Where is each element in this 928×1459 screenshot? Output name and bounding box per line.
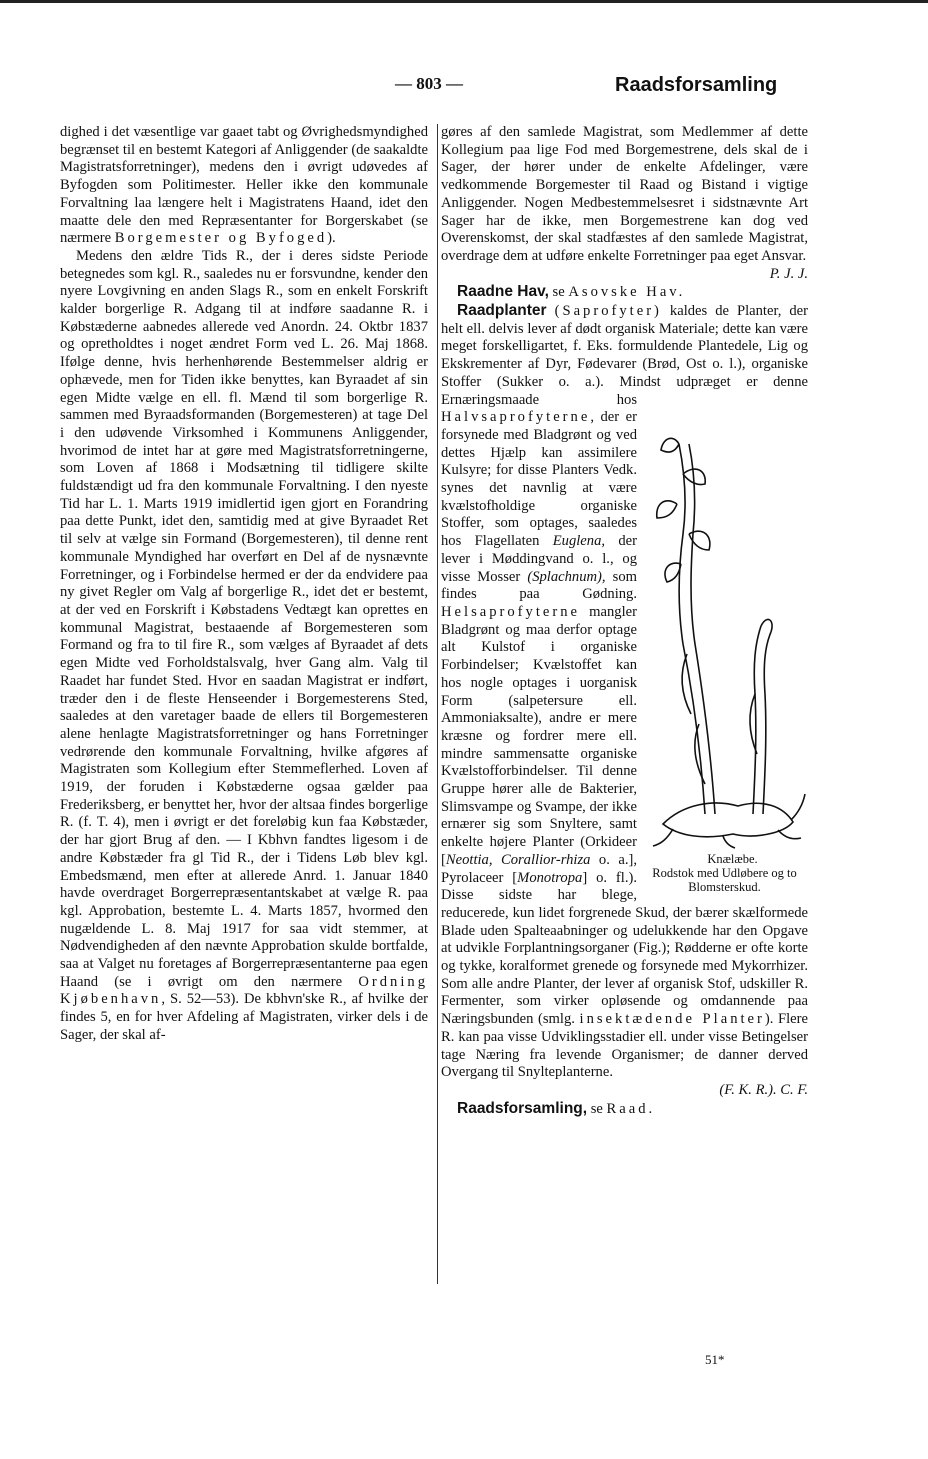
spaced-term: (Saprofyter) (554, 303, 662, 320)
cross-reference: Ordning Kjøbenhavn (60, 973, 428, 1008)
entry-text: se (587, 1100, 607, 1117)
right-paragraph-1 (441, 124, 808, 283)
spaced-term: Helsaprofyterne (441, 603, 581, 620)
author-signature: (F. K. R.). C. F. (719, 1081, 808, 1098)
spaced-term: insektædende Planter (579, 1011, 765, 1028)
left-text-1: dighed i det væsentlige var gaaet tabt og Øvrighedsmyndighed begrænset til en bestemt Kategori af Anliggender (de saakaldte Magistratsforretninger), medens den i øvrigt udøvedes af Byfogden som Politimester. Heller ikke den kommunale Forvaltning laa længere helt i Magistratens Haand, idet den maatte dele den med Repræsentanter for Borgerskabet (se nærmere (60, 124, 428, 247)
figure-caption (637, 852, 812, 894)
entry-raadsforsamling (441, 1100, 808, 1119)
author-signature: P. J. J. (769, 265, 808, 282)
taxon-name: Monotropa (517, 869, 583, 886)
page-number: — 803 — (395, 74, 463, 93)
entry-text: o. a.], Pyrolaceer [ (441, 851, 637, 886)
orchid-rhizome-illustration (643, 394, 808, 849)
entry-text: ). Flere R. kan paa visse Udviklingsstadier ell. under visse Betingelser tage Næring fra levende Organismer; de danner derved Overgang til Snylteplanterne. (441, 1011, 808, 1081)
root (653, 829, 673, 846)
entry-text: se (548, 284, 569, 301)
flower-stalk-right-inner (763, 632, 771, 814)
entry-text: kaldes de Planter, der helt ell. delvis lever af dødt organisk Materiale; dette kan være meget forskelligartet, f. Eks. formuldende Plantedele, Lig og Ekskrementer af Dyr, Fødevarer (Brød, Ost o. l.), organiske Stoffer (Sukker o. a.). Mindst udpræget er denne Ernæringsmaade hos (441, 303, 808, 408)
left-text-4: , S. 52—53). De kbhvn'ske R., af hvilke der findes 5, en for hver Afdeling af Magistraten, virker dels i de Sager, der skal af- (60, 991, 428, 1043)
right-text-1: gøres af den samlede Magistrat, som Medlemmer af dette Kollegium paa lige Fod med Borgemestrene, dels skal de i Sager, der hører under de enkelte Afdelinger, være vedkommende Borgemester til Raad og Bistand i vigtige Anliggender. Nogen Medbestemmelsesret i sidstnævnte Art Sager har de ikke, men Borgemestrene kan dog ved Overenskomst, der skal stadfæstes af den samlede Magistrat, overdrage dem at udføre enkelte Forretninger paa eget Ansvar. (441, 124, 808, 264)
cross-reference: Raad. (606, 1100, 656, 1117)
flower-stalk-left (679, 444, 705, 814)
root (778, 830, 801, 839)
spaced-term: Halvsaprofyterne (441, 409, 591, 426)
right-column (441, 124, 808, 1118)
entry-raadplanter (441, 302, 808, 1100)
cross-reference: Borgemester og Byfoged (114, 230, 328, 247)
left-column (60, 124, 428, 1045)
caption-text: Rodstok med Udløbere og to Blomsterskud. (652, 865, 797, 894)
figure (643, 394, 808, 894)
flower-stalk-left-inner (689, 444, 715, 814)
entry-headword: Raadplanter (457, 302, 547, 320)
flower (657, 500, 677, 517)
left-text-3: Medens den ældre Tids R., der i deres sidste Periode betegnedes som kgl. R., saaledes nu er forsvundne, kender den nyere Lovgivning en anden Slags R., som en enkelt Forskrift kalder borgerlige R. Adgang til at indføre saadanne R. i Købstæderne aabnedes allerede ved Anordn. 24. Oktbr 1837 og opretholdtes i noget ændret Form ved L. 26. Maj 1868. Ifølge denne, hvis herhenhørende Bestemmelser aldrig er ophævede, men for Tiden ikke benyttes, kan Byraadet af sin egen Midte vælge en ell. fl. Mænd til som borgerlige R. sammen med Byraadsformanden (Borgemesteren) at tage Del i den udøvende Virksomhed i Kommunens Anliggender, hvorimod de intet har at gøre med Magistratsforretningerne, som Loven af 1868 i Modsætning til tidligere skilte fuldstændigt ud fra den kommunale Forvaltning. I den nyeste Tid har L. 1. Marts 1919 imidlertid igen gjort en Forandring paa dette Punkt, idet den, samtidig med at give Byraadet Ret til selv at vælge sin Formand (Borgemesteren), til denne rent kommunale Myndighed har overført en Del af de nysnævnte Forretninger, og i Forbindelse hermed er der da endvidere paa ny givet Regler om Valg af borgerlige R., idet det er bestemt, at der ved en Forskrift i Købstadens Vedtægt kan oprettes en kommunal Magistrat, bestaaende af Borgemesteren som Formand og fra to til fire R., som vælges af Byraadet af dets egen Midte ved Forholdstalsvalg, hver Gang alm. Valg til Raadet har fundet Sted. Hvor en saadan Magistrat er indført, træder den i de fleste Henseender i Borgemesterens Sted, saaledes at den varetager baade de ellers til Borgemesteren alene henlagte Magistratsforretninger og hans Forretninger vedrørende den kommunale Forvaltning, hvilke afgøres af Magistraten som Kollegium efter Stemmeflerhed. Loven af 1919, der foruden i Købstæderne ogsaa gælder paa Frederiksberg, er benyttet her, hvor der altsaa findes borgerlige R. (f. T. 4), men i øvrigt er det foreløbig kun faa Købstæder, der har gjort Brug af den. — I Kbhvn fandtes ligesom i de andre Købstæder fra gl Tid R., der i Tidens Løb blev kgl. Embedsmænd, men efter at allerede Anrd. 1. Januar 1840 havde overdraget Borgerrepræsentantskabet at vælge R. paa kgl. Approbation, bestemte L. 4. Marts 1857, hvormed den nugældende L. 8. Maj 1917 for saa vidt stemmer, at Nødvendigheden af den nævnte Approbation skulde bortfalde, saa at Valget nu foretages af Borgerrepræsentanterne paa egen Haand (se i øvrigt om den nærmere (60, 247, 428, 990)
entry-text: mangler Bladgrønt og maa derfor optage alt Kulstof i organiske Forbindelser; Kvælstoffet kan hos nogle optages i uorganisk Form (salpetersure ell. Ammoniaksalte), andre er mere kræsne og fordrer mere ell. mindre sammensatte organiske Kvælstofforbindelser. Til denne Gruppe hører alle de Bakterier, Slimsvampe og Svampe, der ikke ernærer sig som Snyltere, samt enkelte højere Planter (Orkideer [ (441, 603, 637, 868)
entry-headword: Raadsforsamling, (457, 1099, 588, 1117)
column-divider (437, 124, 438, 1284)
left-paragraph-2 (60, 248, 428, 1045)
taxon-name: (Splachnum), (527, 568, 606, 585)
entry-text: ] o. fl.). Disse sidste har blege, reducerede, kun lidet forgrenede Skud, der bærer skælformede Blade uden Spalteaabninger og udelukkende har den Opgave at udvikle Forplantningsorganer (Fig.); Rødderne er ofte korte og tykke, koralformet grenede og forsynede med Mykorrhizer. Som alle andre Planter, der lever af organisk Stof, udskiller R. Fermenter, som virker opløsende og omdannende paa Næringsbunden (smlg. (441, 869, 808, 1028)
entry-raadne-hav (441, 283, 808, 302)
root (723, 836, 735, 848)
taxon-name: Neottia, Corallior-rhiza (445, 851, 591, 868)
entry-text: , der er forsynede med Bladgrønt og ved dettes Hjælp kan assimilere Kulsyre; for disse Planters Vedk. synes det navnlig at være kvælstofholdige organiske Stoffer, som optages, saaledes hos Flagellaten (441, 409, 637, 550)
top-rule (0, 0, 928, 3)
entry-text: som findes paa Gødning. (441, 568, 637, 603)
cross-reference: Asovske Hav. (568, 284, 686, 301)
rhizome (663, 803, 793, 837)
entry-text: der lever i Møddingvand o. l., og visse Mosser (441, 533, 637, 585)
taxon-name: Euglena, (552, 533, 606, 550)
bud-tip (761, 619, 772, 632)
running-title: Raadsforsamling (615, 74, 778, 96)
entry-headword: Raadne Hav, (457, 283, 549, 301)
flower-stalk-right (753, 626, 761, 814)
signature-mark: 51* (705, 1352, 725, 1367)
runner (791, 794, 805, 820)
left-paragraph-1 (60, 124, 428, 248)
flower (661, 438, 679, 452)
caption-title: Knælæbe. (707, 851, 758, 866)
left-text-2: ). (327, 230, 336, 247)
